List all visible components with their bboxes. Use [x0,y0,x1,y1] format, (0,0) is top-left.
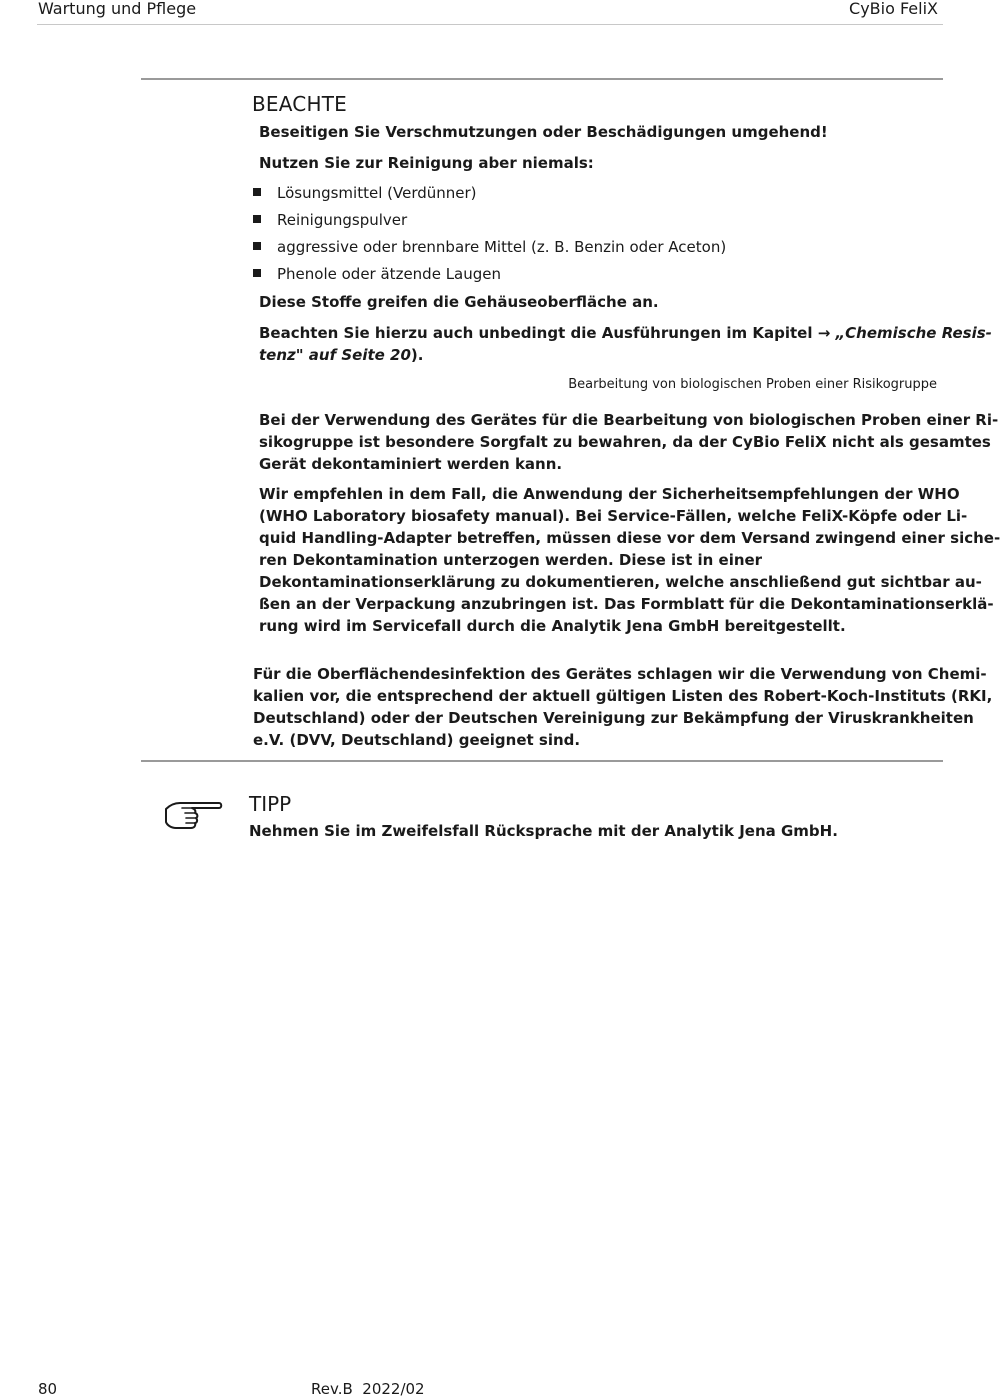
pointing-hand-icon [164,796,224,832]
paragraph-line: sikogruppe ist besondere Sorgfalt zu bewahren, da der CyBio FeliX nicht als gesamtes [259,433,991,451]
paragraph-line: rung wird im Servicefall durch die Analytik Jena GmbH bereitgestellt. [259,617,846,635]
tip-text: Nehmen Sie im Zweifelsfall Rücksprache mit der Analytik Jena GmbH. [249,822,838,840]
reference-prefix: Beachten Sie hierzu auch unbedingt die Ausführungen im Kapitel → [259,324,836,342]
header-product-name: CyBio FeliX [849,0,938,18]
list-item-text: Lösungsmittel (Verdünner) [277,184,477,202]
header-divider [37,24,943,25]
paragraph-line: ren Dekontamination unterzogen werden. Diese ist in einer [259,551,763,569]
biohazard-subheading: Bearbeitung von biologischen Proben einer Risikogruppe [568,377,937,392]
revision-label: Rev.B 2022/02 [311,1380,425,1398]
bullet-square-icon [253,188,261,196]
paragraph-line: Bei der Verwendung des Gerätes für die Bearbeitung von biologischen Proben einer Ri- [259,411,999,429]
notice-top-divider [141,78,943,80]
list-item [253,263,501,285]
paragraph-line: Wir empfehlen in dem Fall, die Anwendung der Sicherheitsempfehlungen der WHO [259,485,960,503]
tip-title: TIPP [249,792,292,816]
paragraph-line: Für die Oberflächendesinfektion des Gerätes schlagen wir die Verwendung von Chemi- [253,665,987,683]
list-item-text: aggressive oder brennbare Mittel (z. B. Benzin oder Aceton) [277,238,727,256]
notice-line-surface-damage: Diese Stoffe greifen die Gehäuseoberfläche an. [259,293,659,311]
paragraph-line: Dekontaminationserklärung zu dokumentieren, welche anschließend gut sichtbar au- [259,573,982,591]
list-item-text: Phenole oder ätzende Laugen [277,265,502,283]
list-item-text: Reinigungspulver [277,211,408,229]
header-section-title: Wartung und Pflege [38,0,197,18]
disinfection-paragraph [253,663,993,751]
notice-title: BEACHTE [252,92,347,116]
notice-line-never-use: Nutzen Sie zur Reinigung aber niemals: [259,154,594,172]
bullet-square-icon [253,242,261,250]
reference-suffix: ). [410,346,424,364]
list-item [253,182,477,204]
paragraph-line: Gerät dekontaminiert werden kann. [259,455,563,473]
notice-bottom-divider [141,760,943,762]
paragraph-line: kalien vor, die entsprechend der aktuell gültigen Listen des Robert-Koch-Instituts (RKI, [253,687,993,705]
chapter-reference-link-cont[interactable]: tenz" auf Seite 20 [259,346,411,364]
bullet-square-icon [253,215,261,223]
bullet-square-icon [253,269,261,277]
paragraph-line: e.V. (DVV, Deutschland) geeignet sind. [253,731,581,749]
list-item [253,236,726,258]
who-recommendation-paragraph [259,483,1000,637]
paragraph-line: ßen an der Verpackung anzubringen ist. Das Formblatt für die Dekontaminationserklä- [259,595,994,613]
notice-reference-paragraph [259,322,992,366]
chapter-reference-link[interactable]: „Chemische Resis- [835,324,992,342]
biological-samples-paragraph [259,409,999,475]
list-item [253,209,407,231]
page-number: 80 [38,1380,58,1398]
notice-line-remove-dirt: Beseitigen Sie Verschmutzungen oder Beschädigungen umgehend! [259,123,828,141]
paragraph-line: (WHO Laboratory biosafety manual). Bei Service-Fällen, welche FeliX-Köpfe oder Li- [259,507,968,525]
paragraph-line: quid Handling-Adapter betreffen, müssen diese vor dem Versand zwingend einer siche- [259,529,1000,547]
paragraph-line: Deutschland) oder der Deutschen Vereinigung zur Bekämpfung der Viruskrankheiten [253,709,974,727]
